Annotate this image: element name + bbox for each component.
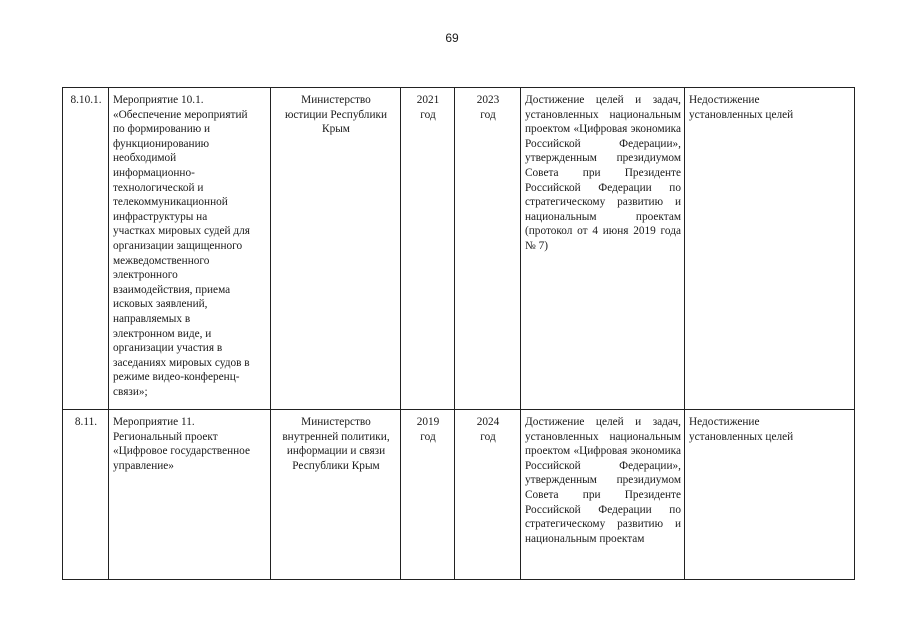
table-row [63,88,855,410]
expected-result: Достижение целей и задач, установленных национальным проектом «Цифровая экономика Российской Федерации», утвержденным президиумом Совета при Президенте Российской Федерации по стратегическому развитию и национальным проектам (протокол от 4 июня 2019 года № 7) [521,88,685,410]
end-year: 2023 год [455,88,521,410]
measure-name: Мероприятие 11. Региональный проект «Цифровое государственное управление» [109,410,271,580]
table-row [63,410,855,580]
non-implementation-consequence: Недостижение установленных целей [685,88,855,410]
measure-name: Мероприятие 10.1. «Обеспечение мероприятий по формированию и функционированию необходимой информационно- технологической и телекоммуникационной инфраструктуры на участках мировых судей для организации защищенного межведомственного электронного взаимодействия, приема исковых заявлений, направляемых в электронном виде, и организации участия в заседаниях мировых судов в режиме видео-конференц- связи»; [109,88,271,410]
end-year: 2024 год [455,410,521,580]
measures-table [62,87,855,580]
expected-result: Достижение целей и задач, установленных национальным проектом «Цифровая экономика Российской Федерации», утвержденным президиумом Совета при Президенте Российской Федерации по стратегическому развитию и национальным проектам [521,410,685,580]
row-number: 8.10.1. [63,88,109,410]
row-number: 8.11. [63,410,109,580]
page-number: 69 [445,31,459,45]
start-year: 2021 год [401,88,455,410]
start-year: 2019 год [401,410,455,580]
responsible-executor: Министерство юстиции Республики Крым [271,88,401,410]
non-implementation-consequence: Недостижение установленных целей [685,410,855,580]
responsible-executor: Министерство внутренней политики, информации и связи Республики Крым [271,410,401,580]
